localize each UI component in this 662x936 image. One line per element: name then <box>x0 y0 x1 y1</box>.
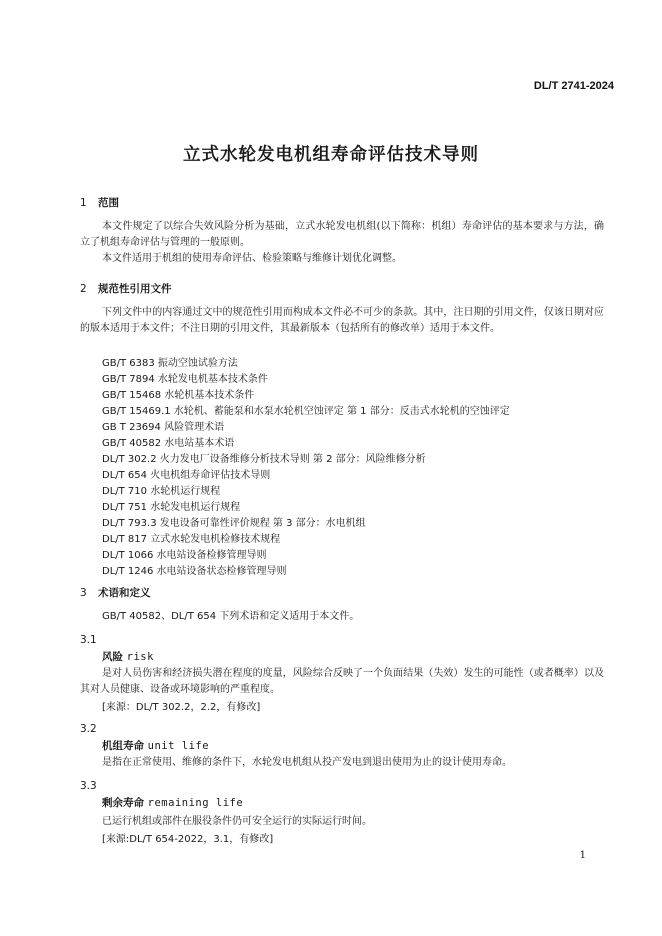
term-number: 3.2 <box>80 723 97 735</box>
term-name-en: risk <box>126 651 154 663</box>
section-3-intro: GB/T 40582、DL/T 654 下列术语和定义适用于本文件。 <box>102 611 360 622</box>
section-1-para-2: 本文件适用于机组的使用寿命评估、检验策略与维修计划优化调整。 <box>102 253 402 264</box>
term-definition: 是对人员伤害和经济损失潜在程度的度量，风险综合反映了一个负面结果（失效）发生的可能性（或者概率）以及其对人员健康、设备或环境影响的严重程度。 <box>80 668 604 695</box>
reference-item: DL/T 1066 水电站设备检修管理导则 <box>102 550 267 561</box>
reference-item: DL/T 817 立式水轮发电机检修技术规程 <box>102 534 281 545</box>
reference-item: GB/T 6383 振动空蚀试验方法 <box>102 358 238 369</box>
term-name-en: unit life <box>147 740 210 752</box>
term-number: 3.1 <box>80 634 97 646</box>
section-number: 1 <box>80 197 87 209</box>
section-1-heading <box>80 195 119 210</box>
reference-item: GB/T 40582 水电站基本术语 <box>102 438 235 449</box>
reference-item: DL/T 710 水轮机运行规程 <box>102 486 221 497</box>
reference-item: DL/T 751 水轮发电机运行规程 <box>102 502 241 513</box>
term-name-en: remaining life <box>147 797 244 809</box>
section-title: 规范性引用文件 <box>98 283 172 295</box>
reference-item: DL/T 654 火电机组寿命评估技术导则 <box>102 470 271 481</box>
reference-item: DL/T 302.2 火力发电厂设备维修分析技术导则 第 2 部分：风险维修分析 <box>102 454 426 465</box>
reference-item: DL/T 1246 水电站设备状态检修管理导则 <box>102 566 287 577</box>
term-name-zh: 风险 <box>102 651 123 663</box>
reference-item: GB/T 7894 水轮发电机基本技术条件 <box>102 374 268 385</box>
section-1-para-1: 本文件规定了以综合失效风险分析为基础，立式水轮发电机组(以下简称：机组）寿命评估的基本要求与方法，确立了机组寿命评估与管理的一般原则。 <box>80 221 604 248</box>
reference-item: GB T 23694 风险管理术语 <box>102 422 225 433</box>
term-name <box>102 795 243 810</box>
term-number: 3.3 <box>80 780 97 792</box>
page-number: 1 <box>579 850 586 861</box>
section-3-heading <box>80 585 151 600</box>
term-source: [来源:DL/T 654-2022，3.1，有修改] <box>102 834 274 845</box>
section-2-intro: 下列文件中的内容通过文中的规范性引用而构成本文件必不可少的条款。其中，注日期的引用文件，仅该日期对应的版本适用于本文件；不注日期的引用文件，其最新版本（包括所有的修改单）适用于本文件。 <box>80 307 604 334</box>
term-name <box>102 649 154 664</box>
term-definition: 是指在正常使用、维修的条件下，水轮发电机组从投产发电到退出使用为止的设计使用寿命。 <box>102 757 512 768</box>
section-2-heading <box>80 281 172 296</box>
standard-code: DL/T 2741-2024 <box>533 80 614 92</box>
section-number: 2 <box>80 283 87 295</box>
term-source: [来源：DL/T 302.2，2.2，有修改] <box>102 702 261 713</box>
section-title: 术语和定义 <box>98 587 151 599</box>
term-name-zh: 剩余寿命 <box>102 797 144 809</box>
section-title: 范围 <box>98 197 119 209</box>
reference-item: GB/T 15469.1 水轮机、蓄能泵和水泵水轮机空蚀评定 第 1 部分：反击式水轮机的空蚀评定 <box>102 406 510 417</box>
term-name <box>102 738 209 753</box>
document-title: 立式水轮发电机组寿命评估技术导则 <box>183 145 479 165</box>
section-number: 3 <box>80 587 87 599</box>
term-definition: 已运行机组或部件在服役条件仍可安全运行的实际运行时间。 <box>102 816 372 827</box>
term-name-zh: 机组寿命 <box>102 740 144 752</box>
reference-item: GB/T 15468 水轮机基本技术条件 <box>102 390 255 401</box>
reference-item: DL/T 793.3 发电设备可靠性评价规程 第 3 部分：水电机组 <box>102 518 366 529</box>
